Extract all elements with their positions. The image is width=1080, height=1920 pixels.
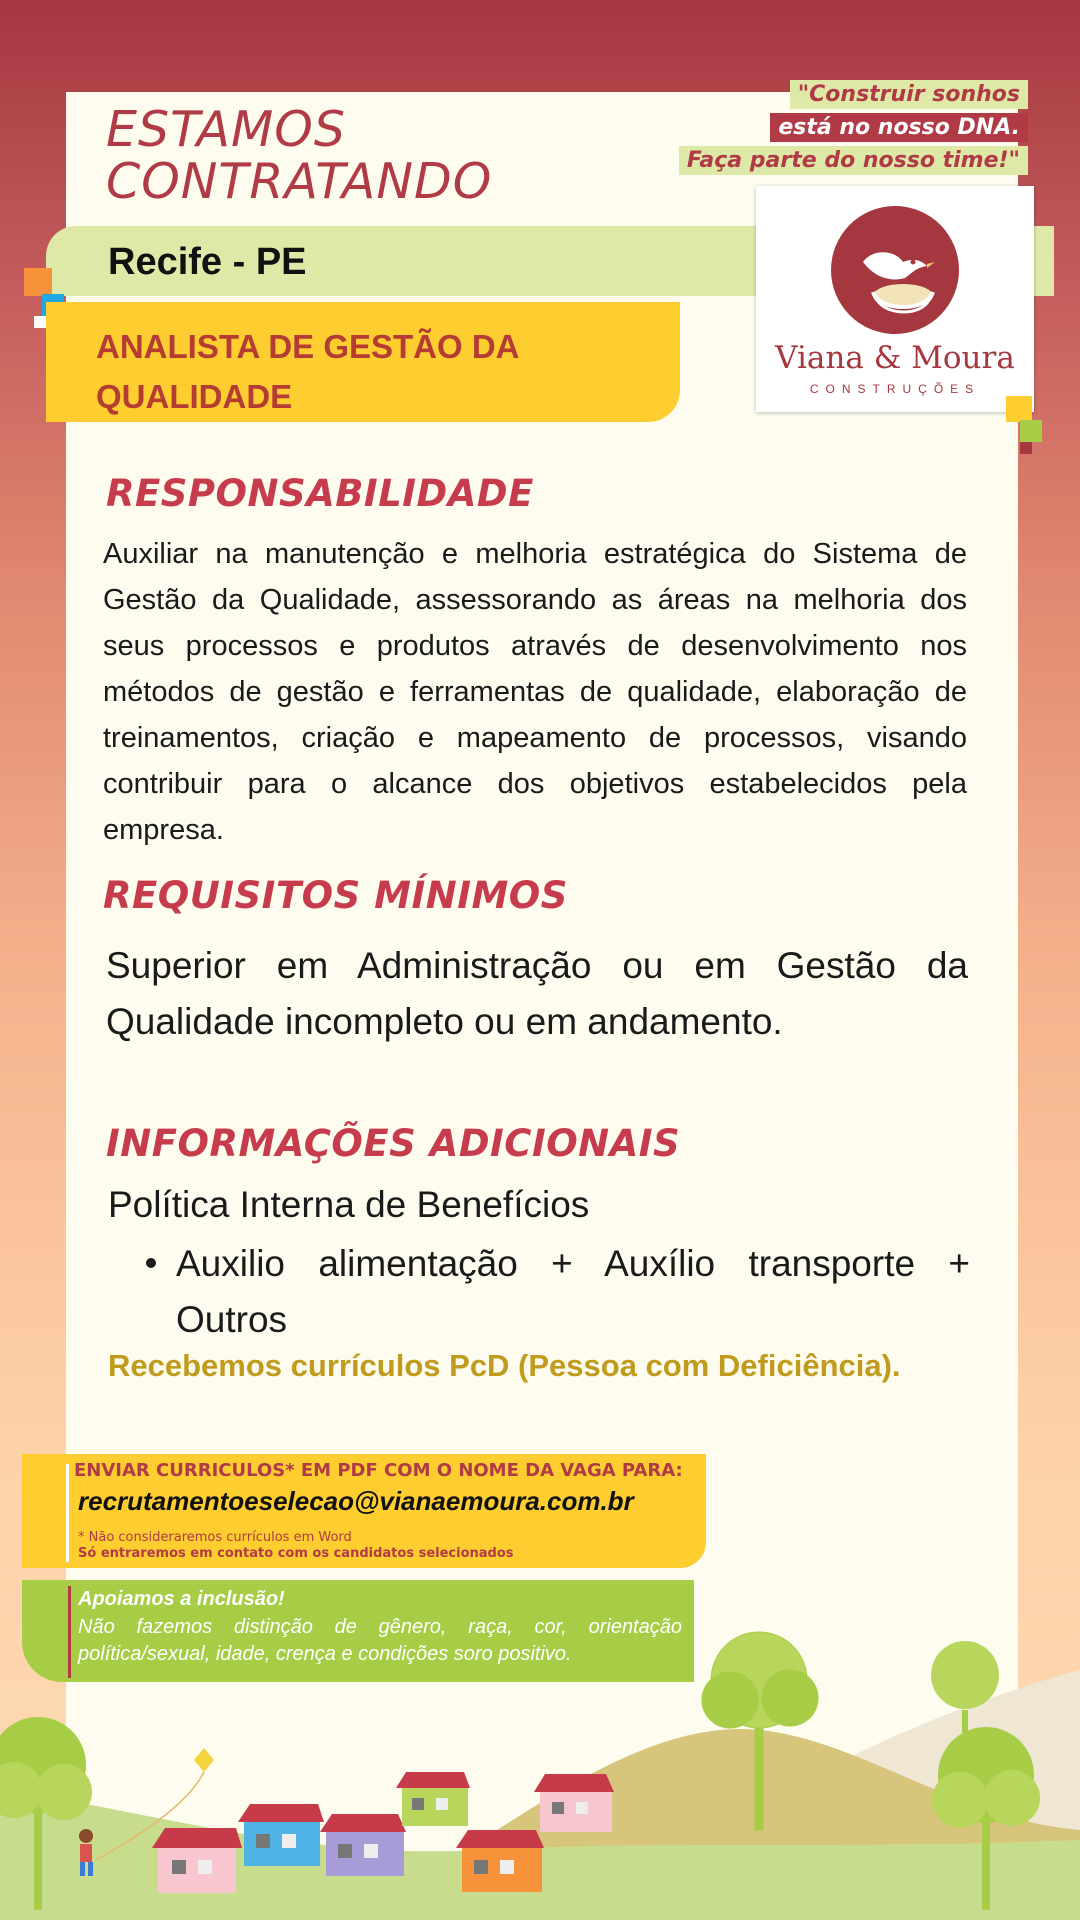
quote-line-1: "Construir sonhos: [790, 80, 1028, 109]
application-note-1: * Não consideraremos currículos em Word: [78, 1530, 352, 1545]
job-title-line-1: ANALISTA DE GESTÃO DA: [96, 328, 520, 365]
headline: [106, 101, 666, 210]
pcd-notice: Recebemos currículos PcD (Pessoa com Deficiência).: [108, 1348, 901, 1383]
headline-line-2: CONTRATANDO: [106, 153, 493, 210]
responsibility-heading: RESPONSABILIDADE: [106, 472, 534, 515]
bird-nest-icon: [829, 204, 961, 336]
inclusion-title: Apoiamos a inclusão!: [78, 1588, 285, 1610]
decor-square: [1006, 396, 1032, 422]
location-label: Recife - PE: [108, 241, 307, 283]
decor-square: [1020, 442, 1032, 454]
application-note-2: Só entraremos em contato com os candidatos selecionados: [78, 1546, 514, 1561]
headline-line-1: ESTAMOS: [106, 101, 346, 158]
logo-subtitle: CONSTRUÇÕES: [809, 382, 981, 396]
house-icon: [320, 1814, 406, 1876]
application-divider: [66, 1464, 69, 1562]
job-title-line-2: QUALIDADE: [96, 378, 293, 415]
application-label: ENVIAR CURRICULOS* EM PDF COM O NOME DA VAGA PARA:: [74, 1460, 683, 1481]
decor-square: [1020, 420, 1042, 442]
quote-line-3: Faça parte do nosso time!": [679, 146, 1028, 175]
additional-heading: INFORMAÇÕES ADICIONAIS: [106, 1122, 681, 1165]
bullet: [146, 1236, 170, 1286]
responsibility-text: Auxiliar na manutenção e melhoria estratégica do Sistema de Gestão da Qualidade, assessorando as áreas na melhoria dos seus processos e produtos através de desenvolvimento nos métodos de gestão e ferramentas de qualidade, elaboração de treinamentos, criação e mapeamento de processos, visando contribuir para o alcance dos objetivos estabelecidos pela empresa.: [103, 538, 967, 846]
requirements-heading: REQUISITOS MÍNIMOS: [103, 874, 568, 917]
requirements-text: Superior em Administração ou em Gestão da Qualidade incompleto ou em andamento.: [106, 945, 968, 1042]
house-icon: [456, 1830, 544, 1892]
benefits-policy: Política Interna de Benefícios: [108, 1184, 590, 1225]
house-icon: [396, 1772, 470, 1826]
inclusion-text: Não fazemos distinção de gênero, raça, cor, orientação política/sexual, idade, crença e condições soro positivo.: [78, 1616, 682, 1665]
decor-square: [34, 316, 46, 328]
logo-name: Viana & Moura: [775, 340, 1015, 376]
job-title: [96, 322, 656, 422]
house-icon: [238, 1804, 324, 1866]
benefit-item: Auxilio alimentação + Auxílio transporte + Outros: [176, 1243, 970, 1340]
house-icon: [152, 1828, 242, 1893]
application-email[interactable]: recrutamentoeselecao@vianaemoura.com.br: [78, 1486, 634, 1516]
inclusion-divider: [68, 1586, 71, 1678]
house-icon: [534, 1774, 614, 1832]
decor-square: [24, 268, 52, 296]
company-logo: [756, 186, 1034, 412]
quote-line-2: está no nosso DNA.: [770, 113, 1028, 142]
